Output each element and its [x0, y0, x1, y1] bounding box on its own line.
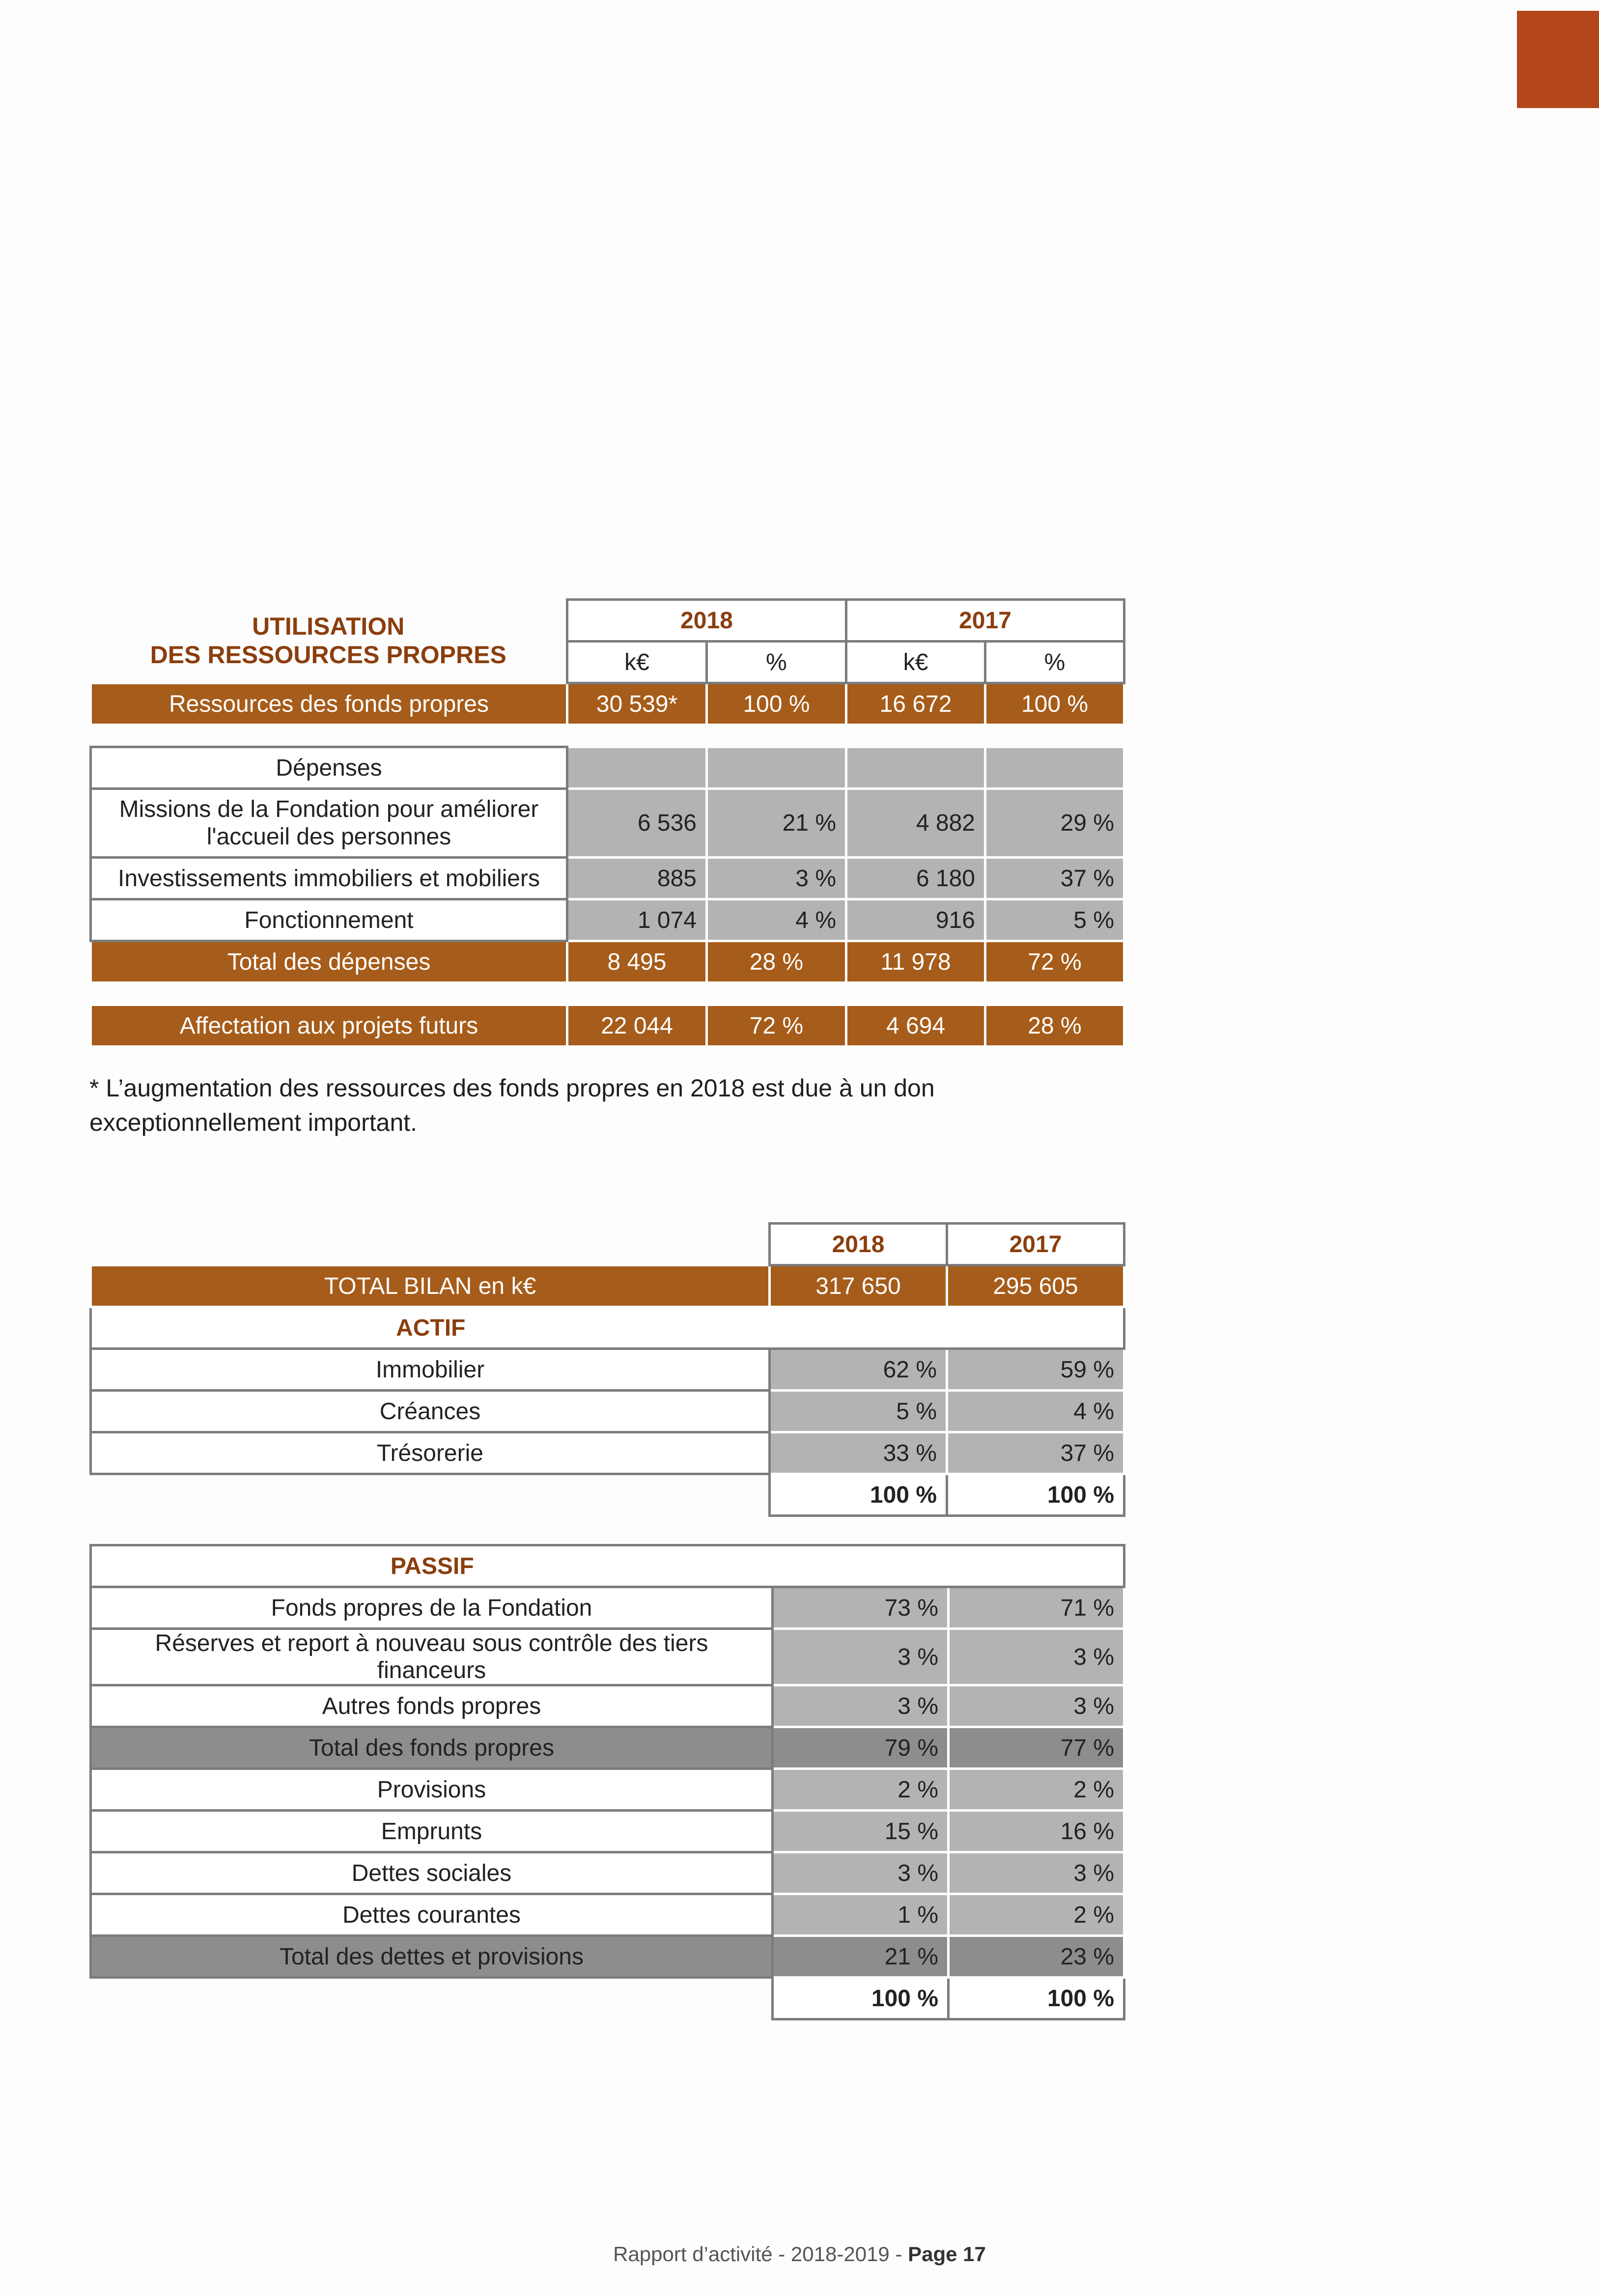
total-depenses-p2018: 28 % — [707, 941, 846, 983]
depense-p2018: 4 % — [707, 899, 846, 941]
depense-row — [91, 858, 1124, 899]
passif-row-2018: 3 % — [773, 1629, 949, 1685]
depense-row — [91, 899, 1124, 941]
total-depenses-label: Total des dépenses — [91, 941, 567, 983]
passif-row-2018: 73 % — [773, 1587, 949, 1629]
depense-label: Missions de la Fondation pour améliorer l'accueil des personnes — [91, 789, 567, 858]
passif-row-2017: 23 % — [949, 1936, 1124, 1978]
table1-year-2017: 2017 — [846, 600, 1124, 642]
passif-total-row — [91, 1727, 1124, 1769]
passif-row-label: Provisions — [91, 1769, 773, 1811]
depense-k2017: 4 882 — [846, 789, 985, 858]
footer-text: Rapport d’activité - 2018-2019 - — [613, 2242, 908, 2266]
passif-row-2017: 3 % — [949, 1852, 1124, 1894]
table1-unit-pct-2017: % — [985, 642, 1124, 683]
actif-row-label: Immobilier — [91, 1349, 770, 1391]
actif-row-label: Créances — [91, 1391, 770, 1432]
affectation-p2018: 72 % — [707, 1005, 846, 1047]
passif-table — [89, 1544, 1125, 2020]
passif-row-2017: 77 % — [949, 1727, 1124, 1769]
passif-row-2018: 3 % — [773, 1852, 949, 1894]
footer-page-number: Page 17 — [908, 2242, 986, 2266]
actif-row-2018: 62 % — [770, 1349, 947, 1391]
actif-row-2017: 37 % — [947, 1432, 1124, 1474]
passif-row-2017: 2 % — [949, 1894, 1124, 1936]
passif-row-2018: 15 % — [773, 1811, 949, 1852]
affectation-row — [91, 1005, 1124, 1047]
depense-p2017: 29 % — [985, 789, 1124, 858]
affectation-p2017: 28 % — [985, 1005, 1124, 1047]
passif-row — [91, 1685, 1124, 1727]
total-bilan-row — [91, 1265, 1124, 1307]
passif-row-label: Fonds propres de la Fondation — [91, 1587, 773, 1629]
affectation-label: Affectation aux projets futurs — [91, 1005, 567, 1047]
bilan-actif-table — [89, 1222, 1125, 1517]
depense-p2017: 37 % — [985, 858, 1124, 899]
passif-row-label: Total des fonds propres — [91, 1727, 773, 1769]
depense-k2017: 916 — [846, 899, 985, 941]
passif-row-2017: 3 % — [949, 1629, 1124, 1685]
resources-usage-table — [89, 598, 1125, 1048]
footnote: * L’augmentation des ressources des fonds propres en 2018 est due à un don exceptionnellement important. — [89, 1074, 935, 1136]
depenses-header: Dépenses — [91, 747, 567, 789]
passif-row — [91, 1629, 1124, 1685]
passif-row-2018: 3 % — [773, 1685, 949, 1727]
actif-total-2017: 100 % — [947, 1474, 1124, 1516]
total-bilan-label: TOTAL BILAN en k€ — [91, 1265, 770, 1307]
passif-total-2017: 100 % — [949, 1978, 1124, 2019]
actif-row-2017: 59 % — [947, 1349, 1124, 1391]
table1-title-line1: UTILISATION — [252, 613, 405, 641]
total-depenses-k2018: 8 495 — [567, 941, 707, 983]
depense-p2017: 5 % — [985, 899, 1124, 941]
resources-p2018: 100 % — [707, 683, 846, 725]
passif-row-2017: 2 % — [949, 1769, 1124, 1811]
passif-row-2017: 3 % — [949, 1685, 1124, 1727]
actif-row-label: Trésorerie — [91, 1432, 770, 1474]
passif-row-2018: 2 % — [773, 1769, 949, 1811]
passif-row — [91, 1769, 1124, 1811]
passif-row-label: Dettes courantes — [91, 1894, 773, 1936]
table2-year-2017: 2017 — [947, 1224, 1124, 1265]
passif-total-row — [91, 1936, 1124, 1978]
depense-p2018: 21 % — [707, 789, 846, 858]
passif-row-2017: 16 % — [949, 1811, 1124, 1852]
passif-row-label: Dettes sociales — [91, 1852, 773, 1894]
affectation-k2018: 22 044 — [567, 1005, 707, 1047]
total-bilan-2018: 317 650 — [770, 1265, 947, 1307]
corner-color-tab — [1517, 11, 1599, 108]
passif-row — [91, 1852, 1124, 1894]
passif-total-2018: 100 % — [773, 1978, 949, 2019]
table2-year-2018: 2018 — [770, 1224, 947, 1265]
passif-row-2018: 21 % — [773, 1936, 949, 1978]
affectation-k2017: 4 694 — [846, 1005, 985, 1047]
resources-k2018: 30 539* — [567, 683, 707, 725]
depense-label: Fonctionnement — [91, 899, 567, 941]
passif-row-label: Réserves et report à nouveau sous contrôle des tiers financeurs — [91, 1629, 773, 1685]
passif-row-label: Total des dettes et provisions — [91, 1936, 773, 1978]
table1-unit-k-2017: k€ — [846, 642, 985, 683]
actif-row — [91, 1391, 1124, 1432]
actif-row — [91, 1432, 1124, 1474]
table1-unit-k-2018: k€ — [567, 642, 707, 683]
table1-year-2018: 2018 — [567, 600, 846, 642]
total-depenses-p2017: 72 % — [985, 941, 1124, 983]
table1-title-line2: DES RESSOURCES PROPRES — [150, 641, 506, 669]
passif-row-label: Autres fonds propres — [91, 1685, 773, 1727]
depense-label: Investissements immobiliers et mobiliers — [91, 858, 567, 899]
passif-row — [91, 1587, 1124, 1629]
passif-label: PASSIF — [91, 1545, 773, 1587]
resources-k2017: 16 672 — [846, 683, 985, 725]
depense-row — [91, 789, 1124, 858]
depense-p2018: 3 % — [707, 858, 846, 899]
passif-row-2018: 1 % — [773, 1894, 949, 1936]
actif-label: ACTIF — [91, 1307, 770, 1349]
resources-p2017: 100 % — [985, 683, 1124, 725]
passif-row — [91, 1894, 1124, 1936]
actif-row-2018: 5 % — [770, 1391, 947, 1432]
page-footer — [0, 2242, 1599, 2266]
depense-k2017: 6 180 — [846, 858, 985, 899]
total-bilan-2017: 295 605 — [947, 1265, 1124, 1307]
total-depenses-row — [91, 941, 1124, 983]
passif-row — [91, 1811, 1124, 1852]
depense-k2018: 885 — [567, 858, 707, 899]
depense-k2018: 1 074 — [567, 899, 707, 941]
resources-row — [91, 683, 1124, 725]
table1-title-cell — [91, 600, 567, 683]
passif-row-label: Emprunts — [91, 1811, 773, 1852]
total-depenses-k2017: 11 978 — [846, 941, 985, 983]
resources-label: Ressources des fonds propres — [91, 683, 567, 725]
actif-row-2017: 4 % — [947, 1391, 1124, 1432]
passif-row-2017: 71 % — [949, 1587, 1124, 1629]
actif-total-2018: 100 % — [770, 1474, 947, 1516]
table1-unit-pct-2018: % — [707, 642, 846, 683]
depense-k2018: 6 536 — [567, 789, 707, 858]
actif-row-2018: 33 % — [770, 1432, 947, 1474]
actif-row — [91, 1349, 1124, 1391]
passif-row-2018: 79 % — [773, 1727, 949, 1769]
depenses-header-row — [91, 747, 1124, 789]
